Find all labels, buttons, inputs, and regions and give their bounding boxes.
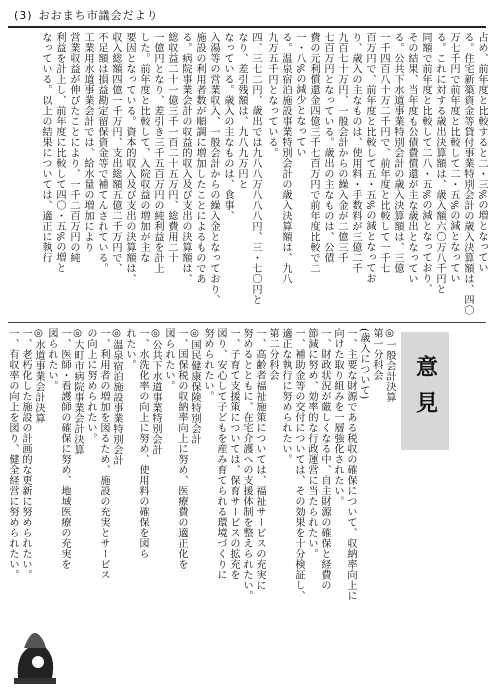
text-column: なっている。以上の結果については、適正に執行 [40,32,51,263]
text-column: 第一分科会 [371,328,382,381]
text-column: 一億円となり、差引き三千五百万円の純利益を計上 [152,32,163,274]
text-column: した。前年度と比較して、入院収益の増加が主な [138,32,149,263]
text-column: れたい。 [124,328,135,370]
text-column: 万七千円で前年度と比較して二・五%の減となってい [448,32,459,284]
text-column: る。温泉宿泊施設事業特別会計の歳入決算額は、九八 [280,32,291,284]
text-column: 営業収益が伸びたことにより、一千二百万円の純 [68,32,79,263]
text-column: 節減に努め、効率的な行政運営に当たられたい。 [306,328,317,559]
text-column: 一・八%の減少となってい [294,32,305,158]
text-column: ◎水道事業会計決算 [33,328,44,424]
section-title-box [401,332,449,450]
text-column: ◎大町市病院事業会計決算 [72,328,83,455]
text-column: り、歳入の主なものは、使用料・手数料が三億二千 [350,32,361,274]
text-column: 一、有収率の向上を図り、健全経営に努められたい。 [7,328,18,580]
text-column: 総収益二十一億三千一百二十五万円、総費用二十 [166,32,177,263]
text-column: 四、三七二円、歳出では九八八万八八八円、三・七〇円と [250,32,261,305]
text-column: 工業用水道事業会計では、給水量の増加により [82,32,93,253]
text-column: ◎温泉宿泊施設事業特別会計 [111,328,122,466]
text-column: る。住宅新築資金等貸付事業特別会計の歳入決算額は、四〇 [462,32,473,316]
text-column: る。病院事業会計の収益的収入及び支出の決算額は、 [180,32,191,284]
text-column: ◎国民健康保険特別会計 [189,328,200,445]
text-column: 一、利用者の増加を図るため、施設の充実とサービス [98,328,109,580]
text-column: なり、差引残額は、九八九万円と [236,32,247,190]
text-column: 図られたい。 [163,328,174,391]
text-column: 図り、安心して子どもを産み育てられる環境づくりに [215,328,226,580]
text-column: 努められたい。 [202,328,213,402]
text-column: 施設の利用者数が順調に増加したことによるものであ [194,32,205,284]
text-column: ◎一般会計決算 [384,328,395,403]
text-column: 一、補助金等の交付については、その効果を十分検証し、 [293,328,304,601]
text-column: 向けた取り組みを一層強化されたい。 [332,328,343,507]
text-column: その結果、当年度も公債費償還が主な歳出となってい [406,32,417,284]
text-column: 費の元利償還金四億三千七百万円で前年度比較で二 [308,32,319,274]
text-column: 努めるとともに、在宅介護への支援体制を整えられたい。 [241,328,252,601]
text-column: 占め、前年度と比較すると二・三%の増となってい [476,32,487,273]
section-divider-top [8,322,486,323]
text-column: 一千四百八十万二千円で、前年度と比較して一千七 [378,32,389,274]
text-column: 一、水洗化率の向上に努め、使用料の確保を図ら [137,328,148,559]
header-text [14,7,159,23]
text-column: 一、国保税の収納率向上に努め、医療費の適正化を [176,328,187,570]
newsletter-title: おおまち市議会だより [38,9,159,22]
text-column: 第二分科会 [267,328,278,381]
text-column: 一、高齢者福祉施策については、福祉サービスの充実に [254,328,265,591]
text-column: る。これに対する歳出決算額は、歳入額六〇万八千円と [434,32,445,295]
text-column: 一、医師・看護師の確保に努め、地域医療の充実を [59,328,70,570]
text-column: 図られたい。 [46,328,57,391]
text-column: 九万五千円となっている。 [266,32,277,158]
text-column: 一、老朽化した施設の計画的な更新に努められたい。 [20,328,31,580]
page-header [8,4,486,28]
text-column: る。公共下水道事業特別会計の歳入決算額は、三億 [392,32,403,274]
text-column: なっている。歳入の主なものは、食事、 [222,32,233,221]
text-column: 一、主要な財源である税収の確保について、収納率向上に [345,328,356,601]
text-column: 同額で前年度と比較して二八・五%の減となっており、 [420,32,431,294]
decorative-illustration [10,618,60,692]
text-column: 収入総額四億一千万円、支出総額五億二千万円で、 [110,32,121,274]
text-column: 適正な執行に努められたい。 [280,328,291,465]
text-column: 利益を計上し、前年度に比較して四〇・五%の増と [54,32,65,273]
text-column: 要因となっている。資本的収入及び支出の決算額は、 [124,32,135,284]
text-column: 九百七十万円、一般会計からの繰入金が二億三千 [336,32,347,263]
page-number: (3) [14,9,33,22]
text-column: 七百万円となっている。歳出の主なものは、公債 [322,32,333,263]
text-column: 一、財政状況が厳しくなる中、自主財源の確保と経費の [319,328,330,591]
text-column: 不足額は損益勘定留保資金等で補てんされている。 [96,32,107,274]
text-column: の向上に努められたい。 [85,328,96,444]
text-column: 入湯等の営業収入、一般会計からの繰入金となっており、 [208,32,219,305]
text-column: (歳入について) [358,328,369,400]
section-title: 意見 [412,355,438,427]
text-column: 一、子育て支援策については、保育サービスの拡充を [228,328,239,580]
text-column: 百万円で、前年度と比較して五・五%の減となってお [364,32,375,284]
text-column: ◎公共下水道事業特別会計 [150,328,161,455]
